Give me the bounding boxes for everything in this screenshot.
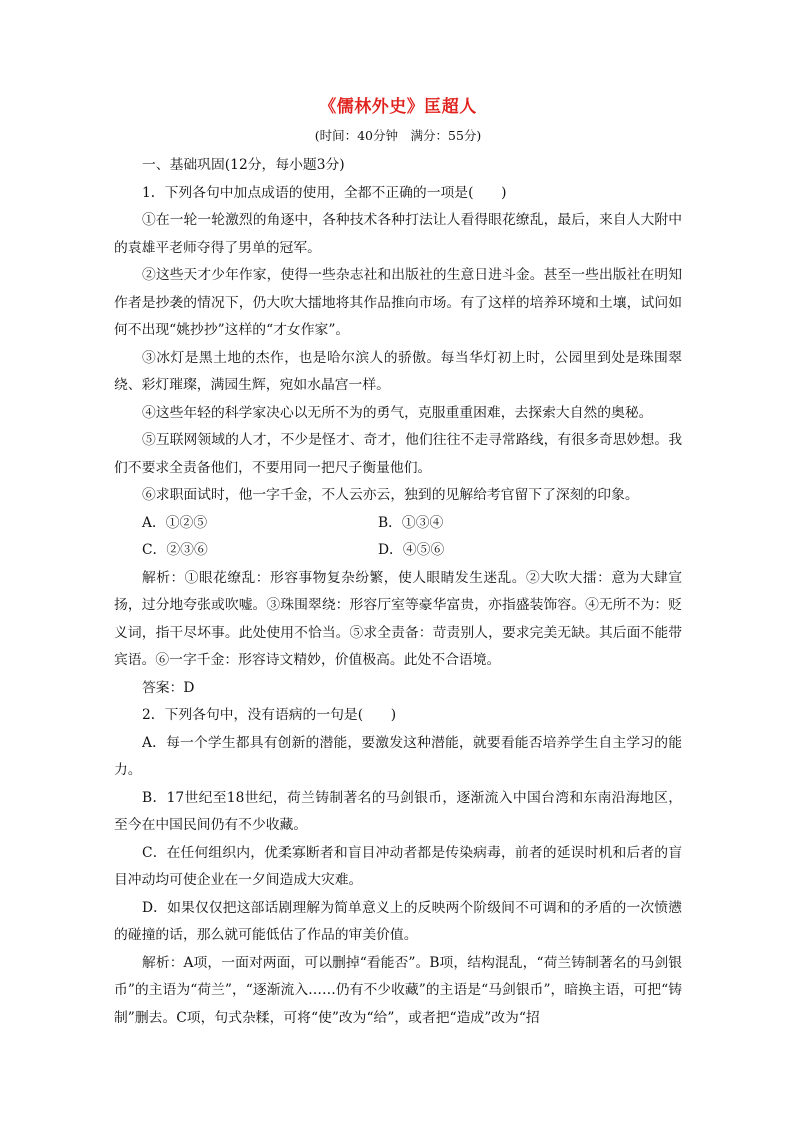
question-1-answer: 答案：D [142,679,195,696]
question-1-sentence-6: ⑥求职面试时，他一字千金，不人云亦云，独到的见解给考官留下了深刻的印象。 [142,487,639,503]
document-page [114,96,682,1032]
question-1-sentence-1: ①在一轮一轮激烈的角逐中，各种技术各种打法让人看得眼花缭乱，最后，来自人大附中的袁雄平老师夺得了男单的冠军。 [114,212,682,256]
question-1-stem: 1．下列各句中加点成语的使用，全都不正确的一项是( ) [142,184,507,201]
question-2-option-b: B．17世纪至18世纪，荷兰铸制著名的马剑银币，逐渐流入中国台湾和东南沿海地区，至今在中国民间仍有不少收藏。 [114,789,682,833]
option-c: C．②③⑥ [142,542,208,558]
question-1-sentence-3: ③冰灯是黑土地的杰作，也是哈尔滨人的骄傲。每当华灯初上时，公园里到处是珠围翠绕、彩灯璀璨，满园生辉，宛如水晶宫一样。 [114,349,682,393]
question-2-stem: 2．下列各句中，没有语病的一句是( ) [142,707,397,723]
question-2-option-a: A．每一个学生都具有创新的潜能，要激发这种潜能，就要看能否培养学生自主学习的能力。 [114,734,682,778]
question-1-sentence-4: ④这些年轻的科学家决心以无所不为的勇气，克服重重困难，去探索大自然的奥秘。 [142,404,653,421]
question-1-options [114,510,682,565]
time-score-info: (时间：40分钟 满分：55分) [314,128,482,143]
question-2-option-c: C．在任何组织内，优柔寡断者和盲目冲动者都是传染病毒，前者的延误时机和后者的盲目冲动均可使企业在一夕间造成大灾难。 [114,844,682,888]
question-1-sentence-2: ②这些天才少年作家，使得一些杂志社和出版社的生意日进斗金。甚至一些出版社在明知作者是抄袭的情况下，仍大吹大擂地将其作品推向市场。有了这样的培养环境和土壤，试问如何不出现“姚抄抄”这样的“才女作家”。 [114,267,682,338]
question-1-sentence-5: ⑤互联网领域的人才，不少是怪才、奇才，他们往往不走寻常路线，有很多奇思妙想。我们不要求全责备他们，不要用同一把尺子衡量他们。 [114,432,682,476]
document-title: 《儒林外史》匡超人 [319,97,477,117]
option-b: B．①③④ [378,514,444,531]
section-heading: 一、基础巩固(12分，每小题3分) [142,157,345,173]
option-d: D．④⑤⑥ [378,542,445,558]
option-a: A．①②⑤ [142,514,208,531]
question-2-analysis: 解析：A项，一面对两面，可以删掉“看能否”。B项，结构混乱，“荷兰铸制著名的马剑银币”的主语为“荷兰”，“逐渐流入……仍有不少收藏”的主语是“马剑银币”，暗换主语，可把“铸制”删去。C项，句式杂糅，可将“使”改为“给”，或者把“造成”改为“招 [114,954,682,1026]
question-1-analysis: 解析：①眼花缭乱：形容事物复杂纷繁，使人眼睛发生迷乱。②大吹大擂：意为大肆宣扬，过分地夸张或吹嘘。③珠围翠绕：形容厅室等豪华富贵，亦指盛装饰容。④无所不为：贬义词，指干尽坏事。此处使用不恰当。⑤求全责备：苛责别人，要求完美无缺。其后面不能带宾语。⑥一字千金：形容诗文精妙，价值极高。此处不合语境。 [114,569,682,668]
question-2-option-d: D．如果仅仅把这部话剧理解为简单意义上的反映两个阶级间不可调和的矛盾的一次愤懑的碰撞的话，那么就可能低估了作品的审美价值。 [114,899,682,943]
